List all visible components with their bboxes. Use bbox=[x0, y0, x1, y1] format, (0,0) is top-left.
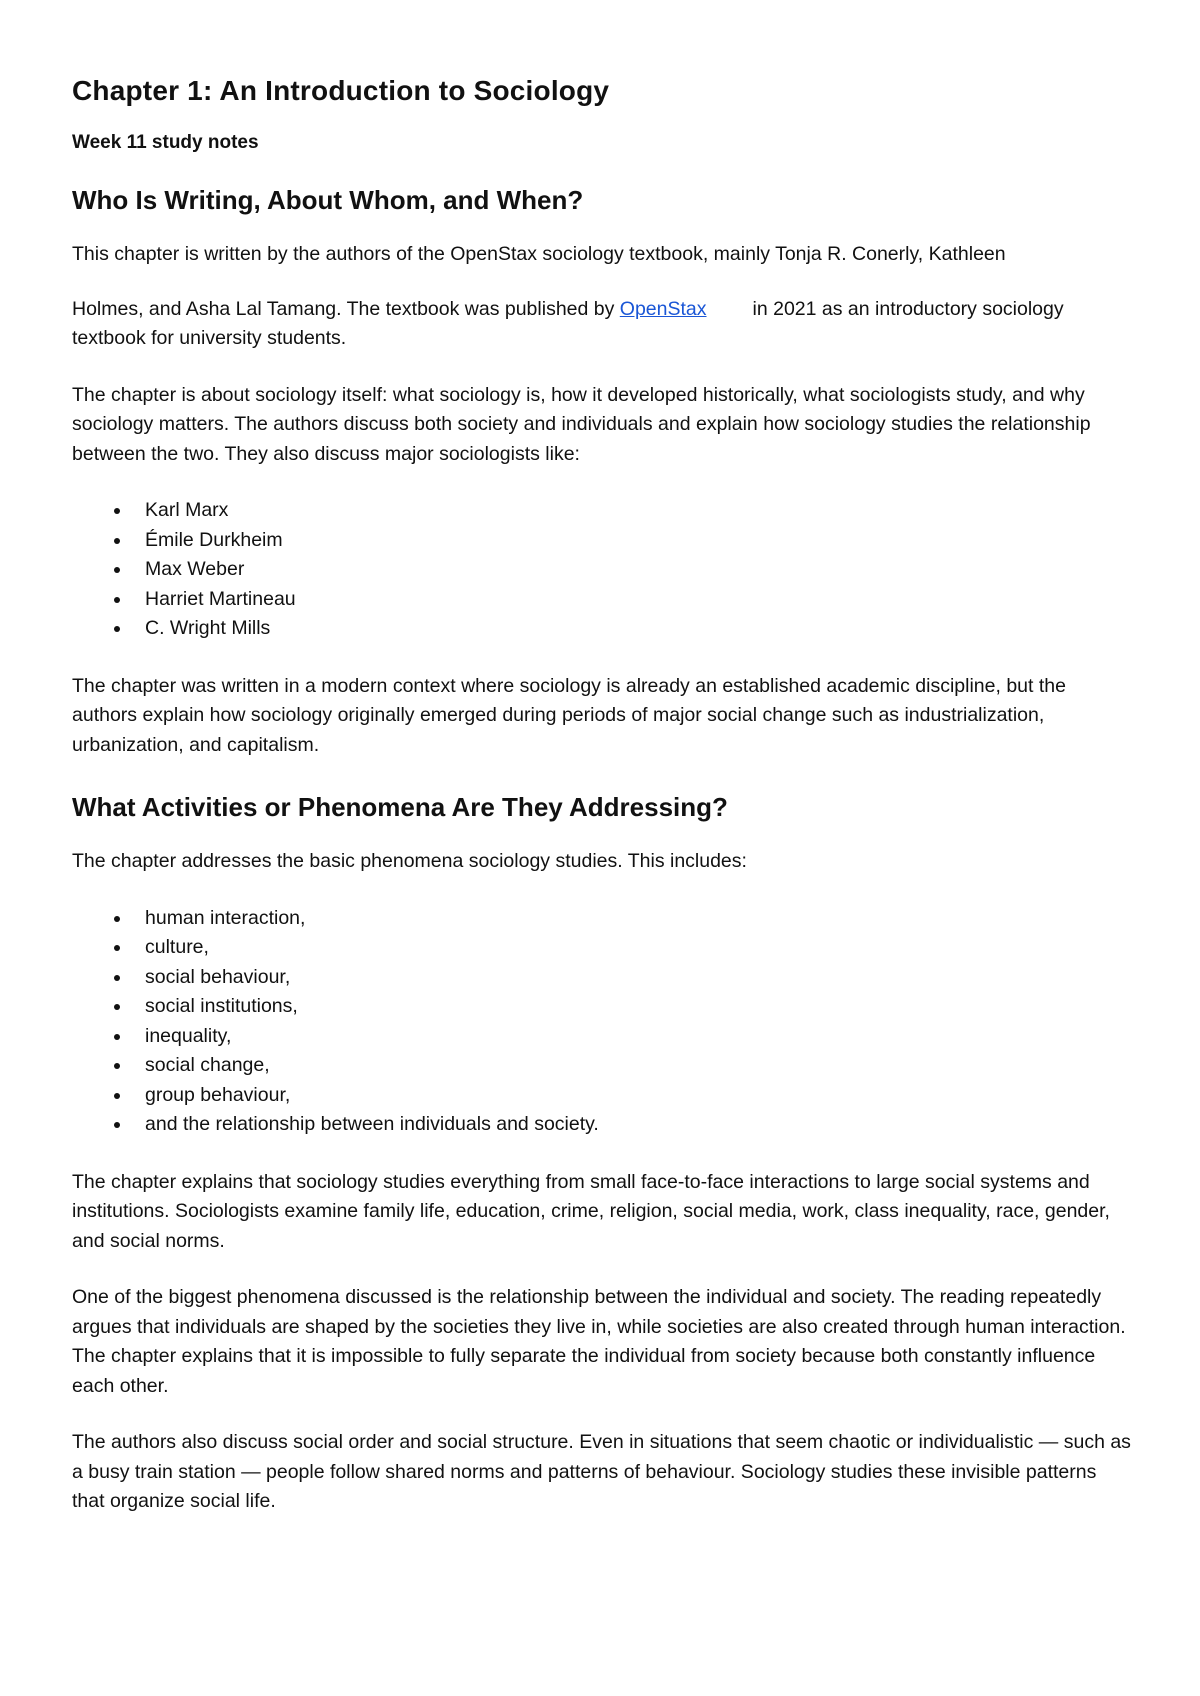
list-item: social change, bbox=[72, 1051, 1132, 1081]
list-item: social behaviour, bbox=[72, 963, 1132, 993]
section-1-paragraph-2 bbox=[72, 295, 1132, 354]
section-heading-phenomena: What Activities or Phenomena Are They Addressing? bbox=[72, 792, 728, 822]
section-1-paragraph-3: The chapter is about sociology itself: what sociology is, how it developed historically, what sociologists study, and why sociology matters. The authors discuss both society and individuals and explain how sociology studies the relationship between the two. They also discuss major sociologists like: bbox=[72, 383, 1091, 465]
section-1-paragraph-4: The chapter was written in a modern context where sociology is already an established academic discipline, but the authors explain how sociology originally emerged during periods of major social change such as industrialization, urbanization, and capitalism. bbox=[72, 674, 1066, 756]
phenomena-list bbox=[72, 904, 1132, 1140]
page-subtitle: Week 11 study notes bbox=[72, 132, 259, 153]
list-item: social institutions, bbox=[72, 992, 1132, 1022]
section-2-paragraph-1: The chapter addresses the basic phenomena sociology studies. This includes: bbox=[72, 850, 747, 872]
list-item: Émile Durkheim bbox=[72, 526, 1132, 556]
list-item: group behaviour, bbox=[72, 1081, 1132, 1111]
sociologists-list bbox=[72, 496, 1132, 644]
openstax-link[interactable]: OpenStax bbox=[619, 297, 707, 320]
list-item: Harriet Martineau bbox=[72, 585, 1132, 615]
document-content bbox=[72, 72, 1132, 1517]
list-item: culture, bbox=[72, 933, 1132, 963]
list-item: C. Wright Mills bbox=[72, 614, 1132, 644]
list-item: Max Weber bbox=[72, 555, 1132, 585]
paragraph-text: in 2021 as an introductory sociology textbook for university students. bbox=[72, 297, 1064, 349]
section-2-paragraph-2: The chapter explains that sociology studies everything from small face-to-face interactions to large social systems and institutions. Sociologists examine family life, education, crime, religion, social media, work, class inequality, race, gender, and social norms. bbox=[72, 1170, 1110, 1252]
section-2-paragraph-3: One of the biggest phenomena discussed is the relationship between the individual and society. The reading repeatedly argues that individuals are shaped by the societies they live in, while societies are also created through human interaction. The chapter explains that it is impossible to fully separate the individual from society because both constantly influence each other. bbox=[72, 1286, 1126, 1397]
section-2-paragraph-4: The authors also discuss social order and social structure. Even in situations that seem chaotic or individualistic — such as a busy train station — people follow shared norms and patterns of behaviour. Sociology studies these invisible patterns that organize social life. bbox=[72, 1431, 1131, 1512]
list-item: human interaction, bbox=[72, 904, 1132, 934]
page-title: Chapter 1: An Introduction to Sociology bbox=[72, 75, 610, 106]
list-item: and the relationship between individuals and society. bbox=[72, 1110, 1132, 1140]
list-item: inequality, bbox=[72, 1022, 1132, 1052]
section-1-paragraph-1: This chapter is written by the authors of the OpenStax sociology textbook, mainly Tonja R. Conerly, Kathleen bbox=[72, 243, 1006, 265]
list-item: Karl Marx bbox=[72, 496, 1132, 526]
paragraph-text: Holmes, and Asha Lal Tamang. The textbook was published by bbox=[72, 297, 620, 320]
section-heading-who: Who Is Writing, About Whom, and When? bbox=[72, 185, 584, 215]
